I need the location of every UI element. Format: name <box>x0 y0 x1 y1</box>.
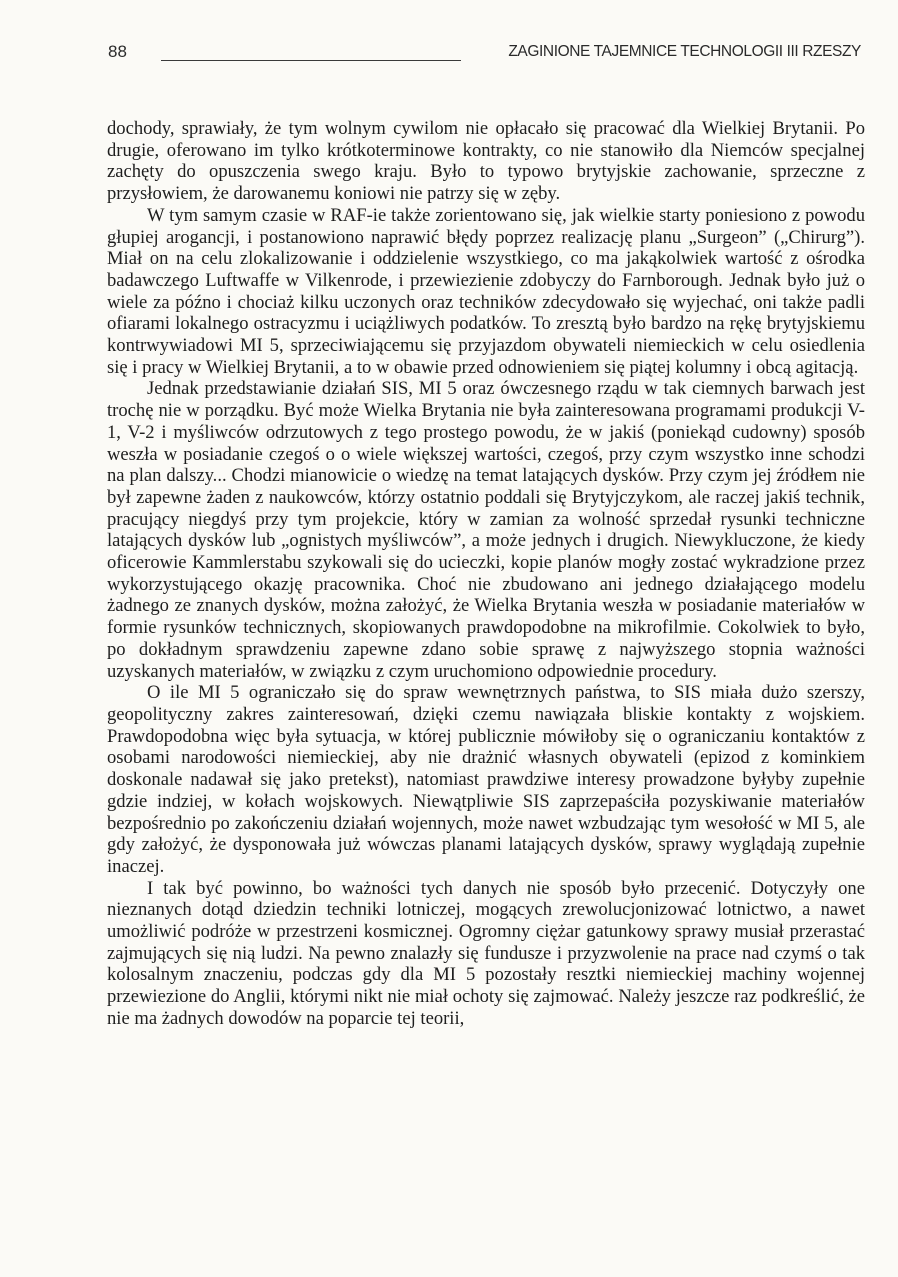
paragraph: Jednak przedstawianie działań SIS, MI 5 oraz ówczesnego rządu w tak ciemnych barwach jest trochę nie w porządku. Być może Wielka Brytania nie była zainteresowana programami produkcji V-1, V-2 i myśliwców odrzutowych z tego prostego powodu, że w jakiś (poniekąd cudowny) sposób weszła w posiadanie czegoś o o wiele większej wartości, czegoś, przy czym wszystko inne schodzi na plan dalszy... Chodzi mianowicie o wiedzę na temat latających dysków. Przy czym jej źródłem nie był zapewne żaden z naukowców, którzy ostatnio poddali się Brytyjczykom, ale raczej jakiś technik, pracujący niegdyś przy tym projekcie, który w zamian za wolność sprzedał rysunki techniczne latających dysków lub „ognistych myśliwców”, a może jednych i drugich. Niewykluczone, że kiedy oficerowie Kammlerstabu szykowali się do ucieczki, kopie planów mogły zostać wykradzione przez wykorzystującego okazję pracownika. Choć nie zbudowano ani jednego działającego modelu żadnego ze znanych dysków, można założyć, że Wielka Brytania weszła w posiadanie materiałów w formie rysunków technicznych, skopiowanych prawdopodobne na mikrofilmie. Cokolwiek to było, po dokładnym sprawdzeniu zapewne zdano sobie sprawę z najwyższego stopnia ważności uzyskanych materiałów, w związku z czym uruchomiono odpowiednie procedury. <box>107 378 865 682</box>
paragraph: O ile MI 5 ograniczało się do spraw wewnętrznych państwa, to SIS miała dużo szerszy, geopolityczny zakres zainteresowań, dzięki czemu nawiązała bliskie kontakty z wojskiem. Prawdopodobna więc była sytuacja, w której publicznie mówiłoby się o ograniczaniu kontaktów z osobami narodowości niemieckiej, aby nie drażnić własnych obywateli (epizod z kominkiem doskonale nadawał się jako pretekst), natomiast prawdziwe interesy prowadzone byłyby zupełnie gdzie indziej, w kołach wojskowych. Niewątpliwie SIS zaprzepaściła pozyskiwanie materiałów bezpośrednio po zakończeniu działań wojennych, może nawet wzbudzając tym wesołość w MI 5, ale gdy założyć, że dysponowała już wówczas planami latających dysków, sprawy wyglądają zupełnie inaczej. <box>107 682 865 877</box>
body-text <box>107 118 865 1030</box>
paragraph: dochody, sprawiały, że tym wolnym cywilom nie opłacało się pracować dla Wielkiej Brytanii. Po drugie, oferowano im tylko krótkoterminowe kontrakty, co nie stanowiło dla Niemców specjalnej zachęty do opuszczenia swego kraju. Było to typowo brytyjskie zachowanie, sprzeczne z przysłowiem, że darowanemu koniowi nie patrzy się w zęby. <box>107 118 865 205</box>
header-rule <box>161 60 461 61</box>
page-number: 88 <box>108 42 127 61</box>
paragraph: I tak być powinno, bo ważności tych danych nie sposób było przecenić. Dotyczyły one nieznanych dotąd dziedzin techniki lotniczej, mogących zrewolucjonizować lotnictwo, a nawet umożliwić podróże w przestrzeni kosmicznej. Ogromny ciężar gatunkowy sprawy musiał przerastać zajmujących się nią ludzi. Na pewno znalazły się fundusze i przyzwolenie na prace nad czymś o tak kolosalnym znaczeniu, podczas gdy dla MI 5 pozostały resztki niemieckiej machiny wojennej przewiezione do Anglii, którymi nikt nie miał ochoty się zajmować. Należy jeszcze raz podkreślić, że nie ma żadnych dowodów na poparcie tej teorii, <box>107 877 865 1029</box>
paragraph: W tym samym czasie w RAF-ie także zorientowano się, jak wielkie starty poniesiono z powodu głupiej arogancji, i postanowiono naprawić błędy poprzez realizację planu „Surgeon” („Chirurg”). Miał on na celu zlokalizowanie i oddzielenie wszystkiego, co ma jakąkolwiek wartość z ośrodka badawczego Luftwaffe w Vilkenrode, i przewiezienie zdobyczy do Farnborough. Jednak było już o wiele za późno i chociaż kilku uczonych oraz techników zdecydowało się wyjechać, oni także padli ofiarami lokalnego ostracyzmu i uciążliwych podatków. To zresztą było bardzo na rękę brytyjskiemu kontrwywiadowi MI 5, sprzeciwiającemu się przyjazdom obywateli niemieckich w celu osiedlenia się i pracy w Wielkiej Brytanii, a to w obawie przed odnowieniem się piątej kolumny i obcą agitacją. <box>107 204 865 378</box>
running-title: ZAGINIONE TAJEMNICE TECHNOLOGII III RZESZY <box>508 43 861 60</box>
page-header <box>103 38 863 68</box>
